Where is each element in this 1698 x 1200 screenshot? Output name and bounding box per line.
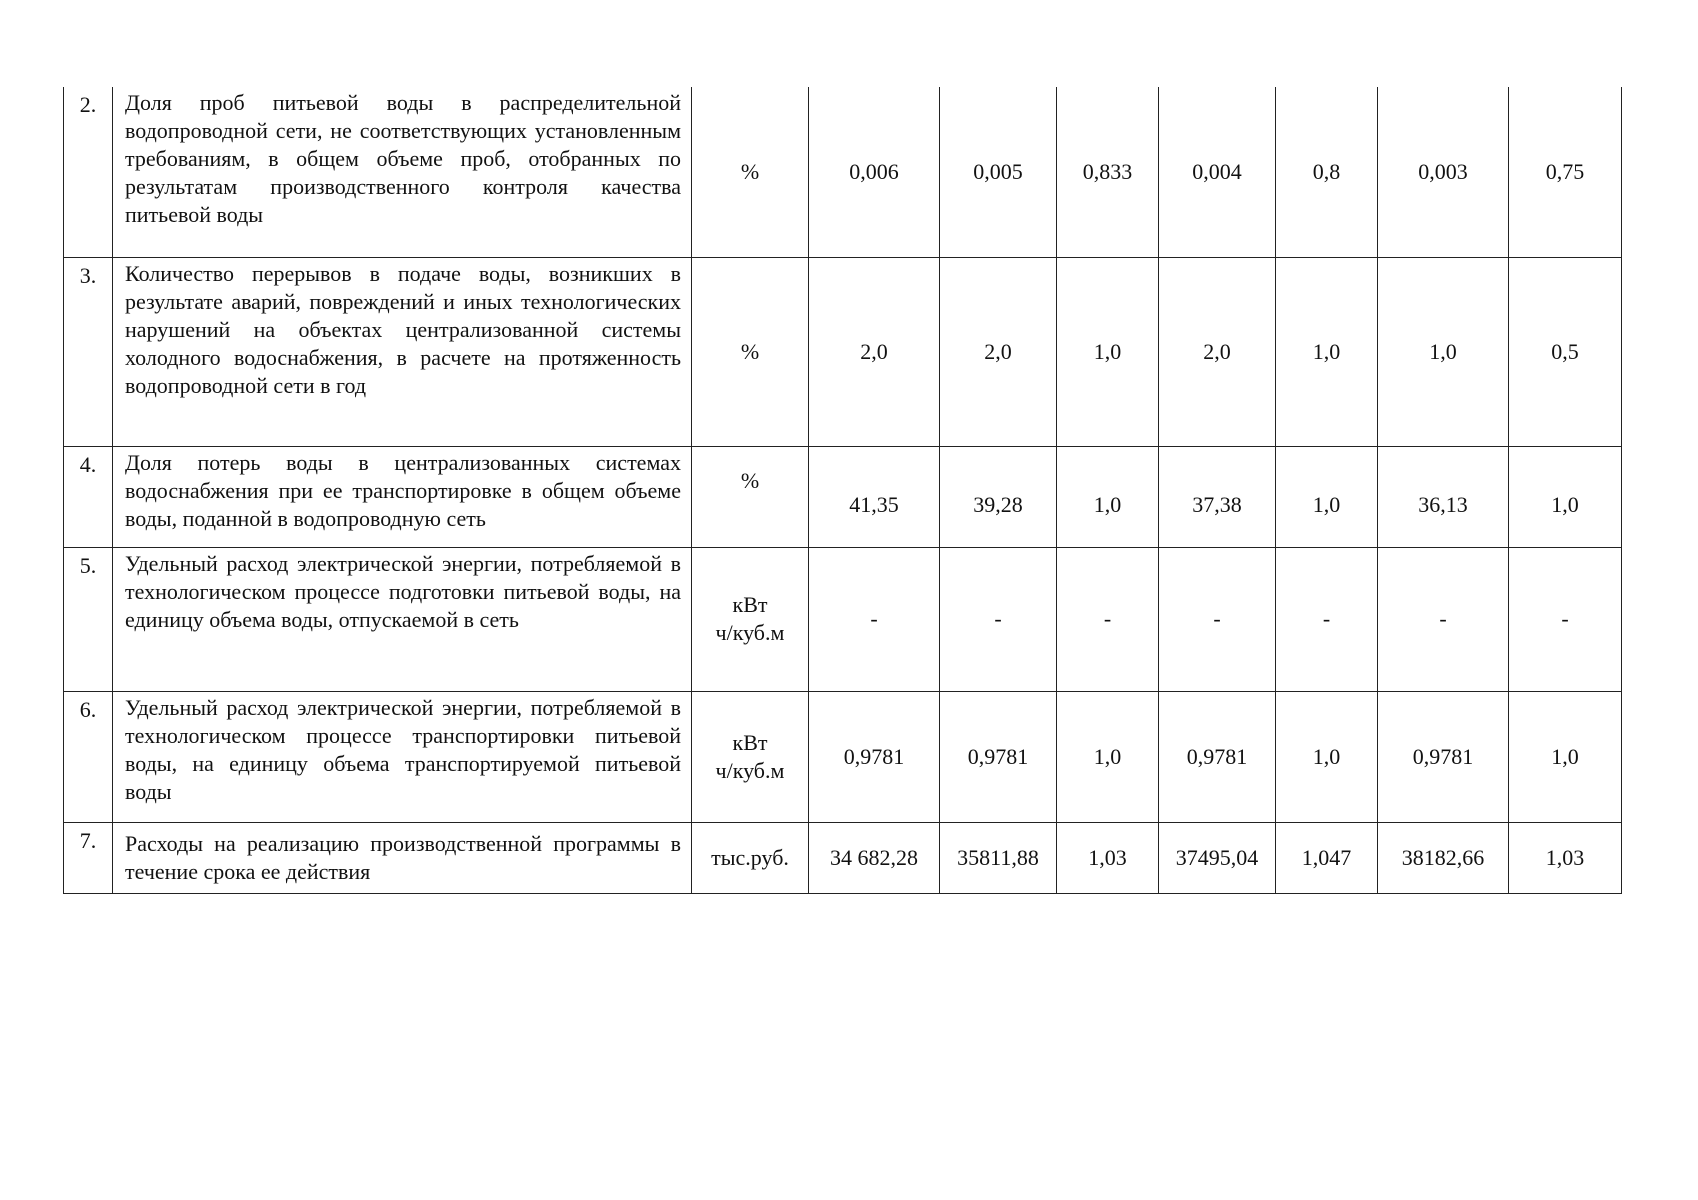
value-cell: 38182,66 <box>1378 822 1509 893</box>
value-cell: 2,0 <box>1159 257 1276 446</box>
value-cell: - <box>1378 547 1509 691</box>
value-cell: 0,9781 <box>809 691 940 822</box>
value-cell: 1,047 <box>1276 822 1378 893</box>
value-cell: - <box>1509 547 1622 691</box>
table-row <box>64 446 1622 547</box>
value-cell: 0,833 <box>1057 87 1159 257</box>
unit-line-1: кВт <box>732 592 768 617</box>
value-cell: 1,0 <box>1057 691 1159 822</box>
value-cell: - <box>1057 547 1159 691</box>
row-description: Расходы на реализацию производственной программы в течение срока ее действия <box>113 822 692 893</box>
row-number: 7. <box>64 822 113 893</box>
value-cell: 0,8 <box>1276 87 1378 257</box>
value-cell: 1,0 <box>1276 257 1378 446</box>
value-cell: 0,004 <box>1159 87 1276 257</box>
row-unit <box>692 691 809 822</box>
row-unit: тыс.руб. <box>692 822 809 893</box>
value-cell: 39,28 <box>940 446 1057 547</box>
indicators-table <box>63 87 1622 894</box>
value-cell: - <box>1276 547 1378 691</box>
table-row <box>64 822 1622 893</box>
value-cell: - <box>1159 547 1276 691</box>
unit-line-1: кВт <box>732 729 768 755</box>
table-row <box>64 691 1622 822</box>
value-cell: 1,0 <box>1276 446 1378 547</box>
value-cell: 0,9781 <box>1378 691 1509 822</box>
value-cell: 1,0 <box>1378 257 1509 446</box>
row-number: 6. <box>64 691 113 822</box>
value-cell: 1,0 <box>1509 446 1622 547</box>
row-number: 2. <box>64 87 113 257</box>
unit-line-2: ч/куб.м <box>715 757 785 783</box>
value-cell: 0,9781 <box>940 691 1057 822</box>
value-cell: 2,0 <box>809 257 940 446</box>
value-cell: 1,0 <box>1057 257 1159 446</box>
row-description: Количество перерывов в подаче воды, возникших в результате аварий, повреждений и иных технологических нарушений на объектах централизованной системы холодного водоснабжения, в расчете на протяженность водопроводной сети в год <box>113 257 692 446</box>
row-description: Доля проб питьевой воды в распределительной водопроводной сети, не соответствующих установленным требованиям, в общем объеме проб, отобранных по результатам производственного контроля качества питьевой воды <box>113 87 692 257</box>
row-unit <box>692 547 809 691</box>
value-cell: 1,03 <box>1509 822 1622 893</box>
value-cell: 1,0 <box>1509 691 1622 822</box>
value-cell: 34 682,28 <box>809 822 940 893</box>
value-cell: 0,9781 <box>1159 691 1276 822</box>
value-cell: 41,35 <box>809 446 940 547</box>
value-cell: 35811,88 <box>940 822 1057 893</box>
value-cell: 0,5 <box>1509 257 1622 446</box>
row-number: 5. <box>64 547 113 691</box>
value-cell: - <box>940 547 1057 691</box>
row-unit: % <box>692 87 809 257</box>
table-row <box>64 87 1622 257</box>
value-cell: 37495,04 <box>1159 822 1276 893</box>
value-cell: 1,0 <box>1276 691 1378 822</box>
table-row <box>64 257 1622 446</box>
value-cell: 0,75 <box>1509 87 1622 257</box>
row-unit: % <box>692 446 809 547</box>
value-cell: 0,003 <box>1378 87 1509 257</box>
value-cell: - <box>809 547 940 691</box>
row-unit: % <box>692 257 809 446</box>
value-cell: 2,0 <box>940 257 1057 446</box>
value-cell: 0,006 <box>809 87 940 257</box>
table-row <box>64 547 1622 691</box>
row-number: 3. <box>64 257 113 446</box>
unit-line-2: ч/куб.м <box>715 620 785 645</box>
value-cell: 1,03 <box>1057 822 1159 893</box>
value-cell: 36,13 <box>1378 446 1509 547</box>
row-number: 4. <box>64 446 113 547</box>
value-cell: 0,005 <box>940 87 1057 257</box>
row-description: Доля потерь воды в централизованных системах водоснабжения при ее транспортировке в общем объеме воды, поданной в водопроводную сеть <box>113 446 692 547</box>
value-cell: 1,0 <box>1057 446 1159 547</box>
value-cell: 37,38 <box>1159 446 1276 547</box>
row-description: Удельный расход электрической энергии, потребляемой в технологическом процессе транспортировки питьевой воды, на единицу объема транспортируемой питьевой воды <box>113 691 692 822</box>
row-description: Удельный расход электрической энергии, потребляемой в технологическом процессе подготовки питьевой воды, на единицу объема воды, отпускаемой в сеть <box>113 547 692 691</box>
